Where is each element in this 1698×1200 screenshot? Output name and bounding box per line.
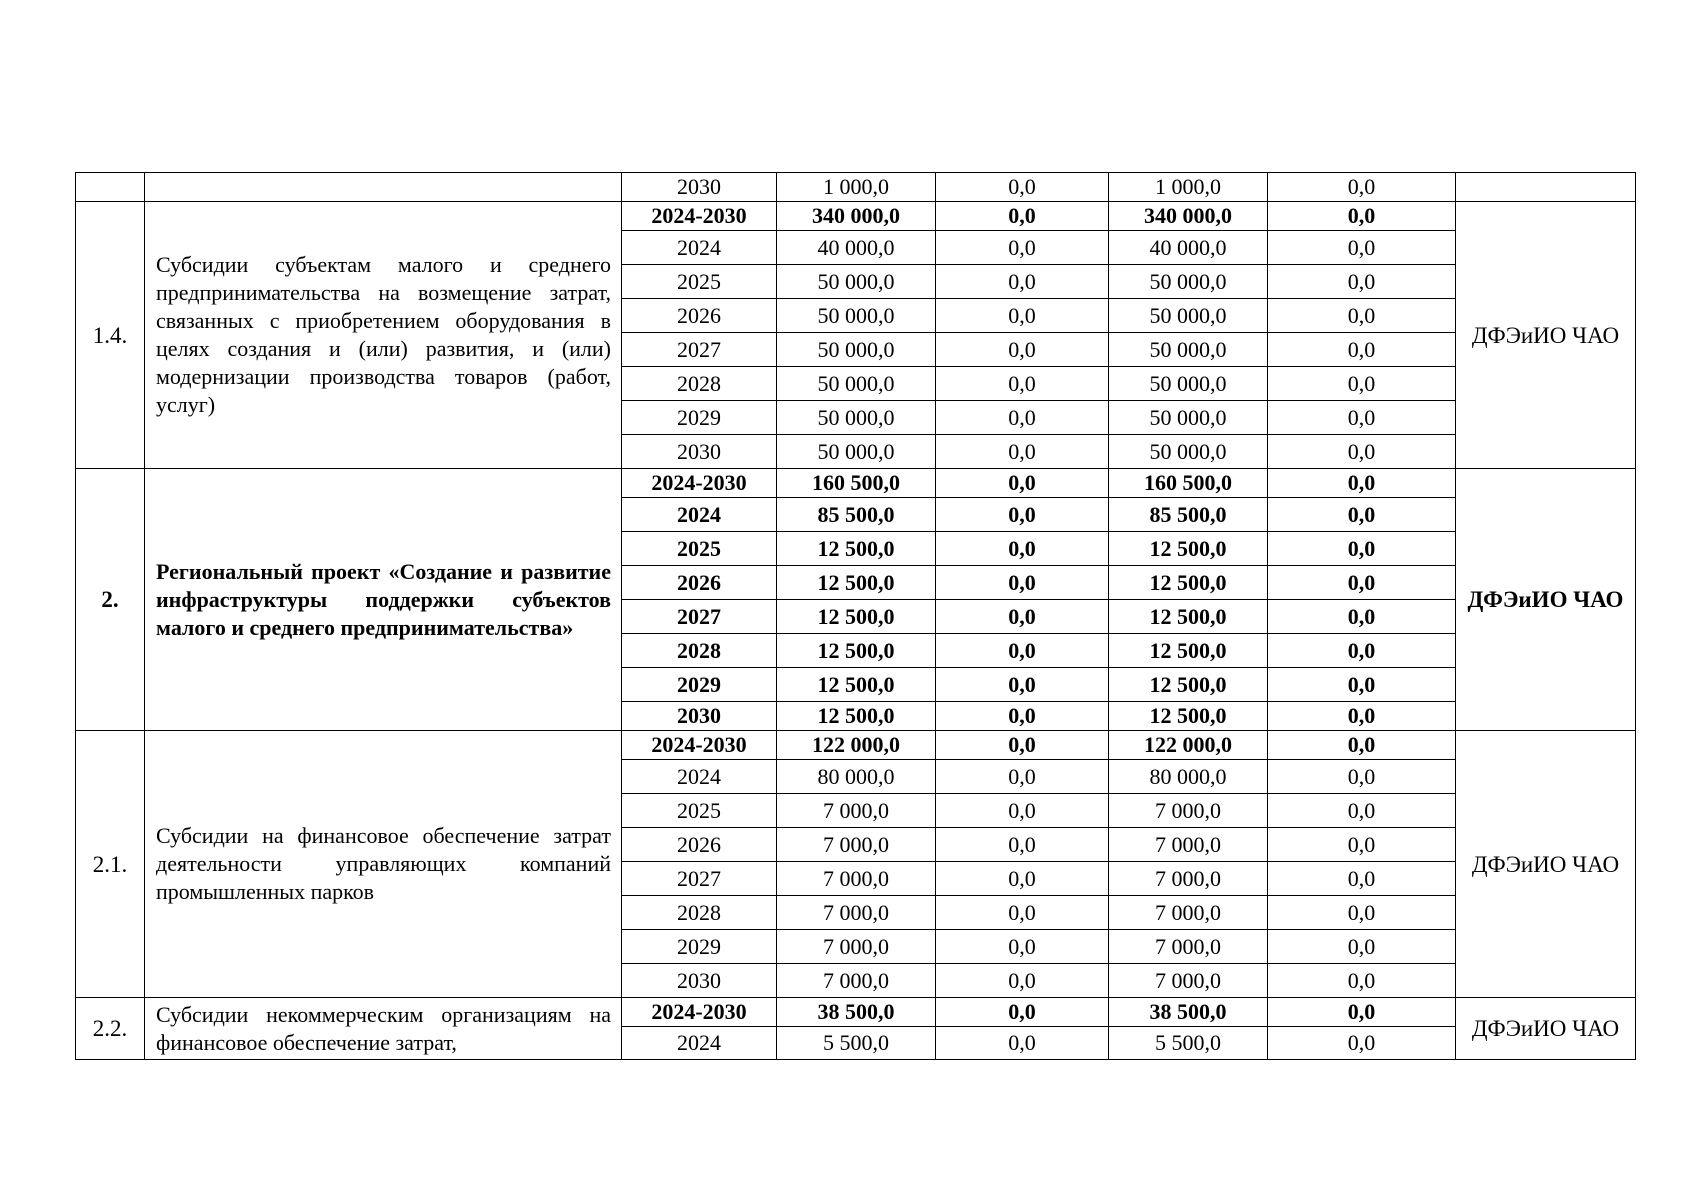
value-cell-3: 1 000,0	[1109, 173, 1268, 202]
value-cell-4: 0,0	[1268, 1027, 1456, 1060]
value-cell-4: 0,0	[1268, 469, 1456, 498]
value-cell-4: 0,0	[1268, 532, 1456, 566]
executor-cell-empty	[1456, 173, 1636, 202]
table-body	[76, 173, 1636, 1060]
total-cell: 50 000,0	[777, 333, 936, 367]
value-cell-3: 7 000,0	[1109, 794, 1268, 828]
year-cell: 2024-2030	[622, 469, 777, 498]
value-cell-2: 0,0	[936, 469, 1109, 498]
value-cell-2: 0,0	[936, 731, 1109, 760]
year-cell: 2027	[622, 862, 777, 896]
value-cell-3: 5 500,0	[1109, 1027, 1268, 1060]
executor-cell: ДФЭиИО ЧАО	[1456, 202, 1636, 469]
total-cell: 7 000,0	[777, 896, 936, 930]
continuation-row	[76, 173, 1636, 202]
value-cell-2: 0,0	[936, 828, 1109, 862]
year-cell: 2025	[622, 265, 777, 299]
value-cell-2: 0,0	[936, 600, 1109, 634]
value-cell-3: 40 000,0	[1109, 231, 1268, 265]
value-cell-3: 340 000,0	[1109, 202, 1268, 231]
total-cell: 122 000,0	[777, 731, 936, 760]
item-name: Региональный проект «Создание и развитие инфраструктуры поддержки субъектов малого и среднего предпринимательства»	[145, 469, 622, 731]
year-cell: 2028	[622, 634, 777, 668]
value-cell-2: 0,0	[936, 231, 1109, 265]
total-cell: 5 500,0	[777, 1027, 936, 1060]
item-number: 2.	[76, 469, 145, 731]
value-cell-2: 0,0	[936, 1027, 1109, 1060]
value-cell-2: 0,0	[936, 333, 1109, 367]
executor-cell: ДФЭиИО ЧАО	[1456, 469, 1636, 731]
year-cell: 2030	[622, 964, 777, 998]
value-cell-4: 0,0	[1268, 828, 1456, 862]
year-cell: 2024-2030	[622, 202, 777, 231]
table-row	[76, 202, 1636, 231]
year-cell: 2026	[622, 299, 777, 333]
value-cell-2: 0,0	[936, 634, 1109, 668]
value-cell-3: 50 000,0	[1109, 367, 1268, 401]
value-cell-2: 0,0	[936, 173, 1109, 202]
value-cell-4: 0,0	[1268, 794, 1456, 828]
year-cell: 2025	[622, 794, 777, 828]
table-row	[76, 469, 1636, 498]
year-cell: 2029	[622, 668, 777, 702]
value-cell-4: 0,0	[1268, 896, 1456, 930]
total-cell: 12 500,0	[777, 702, 936, 731]
value-cell-2: 0,0	[936, 896, 1109, 930]
value-cell-4: 0,0	[1268, 173, 1456, 202]
value-cell-2: 0,0	[936, 998, 1109, 1027]
year-cell: 2030	[622, 702, 777, 731]
value-cell-3: 160 500,0	[1109, 469, 1268, 498]
total-cell: 12 500,0	[777, 668, 936, 702]
total-cell: 85 500,0	[777, 498, 936, 532]
value-cell-3: 50 000,0	[1109, 299, 1268, 333]
year-cell: 2024-2030	[622, 998, 777, 1027]
value-cell-4: 0,0	[1268, 566, 1456, 600]
total-cell: 160 500,0	[777, 469, 936, 498]
value-cell-2: 0,0	[936, 964, 1109, 998]
year-cell: 2025	[622, 532, 777, 566]
year-cell: 2026	[622, 566, 777, 600]
item-name: Субсидии на финансовое обеспечение затрат деятельности управляющих компаний промышленных парков	[145, 731, 622, 998]
total-cell: 50 000,0	[777, 299, 936, 333]
table-row	[76, 731, 1636, 760]
total-cell: 340 000,0	[777, 202, 936, 231]
value-cell-4: 0,0	[1268, 265, 1456, 299]
value-cell-2: 0,0	[936, 435, 1109, 469]
total-cell: 7 000,0	[777, 964, 936, 998]
value-cell-3: 50 000,0	[1109, 265, 1268, 299]
value-cell-3: 7 000,0	[1109, 964, 1268, 998]
total-cell: 7 000,0	[777, 828, 936, 862]
value-cell-2: 0,0	[936, 299, 1109, 333]
total-cell: 50 000,0	[777, 265, 936, 299]
year-cell: 2028	[622, 896, 777, 930]
year-cell: 2029	[622, 401, 777, 435]
value-cell-2: 0,0	[936, 702, 1109, 731]
value-cell-3: 7 000,0	[1109, 862, 1268, 896]
total-cell: 7 000,0	[777, 930, 936, 964]
total-cell: 50 000,0	[777, 367, 936, 401]
year-cell: 2026	[622, 828, 777, 862]
value-cell-3: 38 500,0	[1109, 998, 1268, 1027]
value-cell-3: 12 500,0	[1109, 668, 1268, 702]
value-cell-4: 0,0	[1268, 964, 1456, 998]
value-cell-3: 12 500,0	[1109, 600, 1268, 634]
total-cell: 12 500,0	[777, 566, 936, 600]
year-cell: 2024	[622, 231, 777, 265]
value-cell-2: 0,0	[936, 794, 1109, 828]
value-cell-4: 0,0	[1268, 333, 1456, 367]
value-cell-2: 0,0	[936, 265, 1109, 299]
total-cell: 7 000,0	[777, 862, 936, 896]
value-cell-4: 0,0	[1268, 498, 1456, 532]
value-cell-4: 0,0	[1268, 634, 1456, 668]
value-cell-3: 7 000,0	[1109, 896, 1268, 930]
total-cell: 7 000,0	[777, 794, 936, 828]
value-cell-4: 0,0	[1268, 668, 1456, 702]
value-cell-3: 12 500,0	[1109, 566, 1268, 600]
value-cell-3: 7 000,0	[1109, 930, 1268, 964]
value-cell-4: 0,0	[1268, 231, 1456, 265]
value-cell-3: 12 500,0	[1109, 702, 1268, 731]
table-row	[76, 998, 1636, 1027]
value-cell-3: 12 500,0	[1109, 634, 1268, 668]
value-cell-2: 0,0	[936, 760, 1109, 794]
total-cell: 40 000,0	[777, 231, 936, 265]
value-cell-3: 122 000,0	[1109, 731, 1268, 760]
year-cell: 2030	[622, 435, 777, 469]
year-cell: 2029	[622, 930, 777, 964]
value-cell-4: 0,0	[1268, 998, 1456, 1027]
value-cell-4: 0,0	[1268, 299, 1456, 333]
value-cell-2: 0,0	[936, 862, 1109, 896]
year-cell: 2030	[622, 173, 777, 202]
year-cell: 2024	[622, 760, 777, 794]
value-cell-3: 50 000,0	[1109, 333, 1268, 367]
value-cell-4: 0,0	[1268, 731, 1456, 760]
value-cell-4: 0,0	[1268, 862, 1456, 896]
item-number: 2.2.	[76, 998, 145, 1060]
year-cell: 2024-2030	[622, 731, 777, 760]
value-cell-4: 0,0	[1268, 401, 1456, 435]
total-cell: 1 000,0	[777, 173, 936, 202]
year-cell: 2028	[622, 367, 777, 401]
total-cell: 38 500,0	[777, 998, 936, 1027]
year-cell: 2027	[622, 333, 777, 367]
value-cell-2: 0,0	[936, 668, 1109, 702]
value-cell-4: 0,0	[1268, 760, 1456, 794]
value-cell-4: 0,0	[1268, 435, 1456, 469]
value-cell-2: 0,0	[936, 930, 1109, 964]
name-cell-empty	[145, 173, 622, 202]
value-cell-2: 0,0	[936, 401, 1109, 435]
budget-table	[75, 172, 1636, 1060]
item-number: 1.4.	[76, 202, 145, 469]
total-cell: 50 000,0	[777, 435, 936, 469]
year-cell: 2024	[622, 498, 777, 532]
value-cell-3: 80 000,0	[1109, 760, 1268, 794]
executor-cell: ДФЭиИО ЧАО	[1456, 998, 1636, 1060]
value-cell-4: 0,0	[1268, 600, 1456, 634]
value-cell-3: 85 500,0	[1109, 498, 1268, 532]
item-name: Субсидии субъектам малого и среднего предпринимательства на возмещение затрат, связанных с приобретением оборудования в целях создания и (или) развития, и (или) модернизации производства товаров (работ, услуг)	[145, 202, 622, 469]
item-name: Субсидии некоммерческим организациям на финансовое обеспечение затрат,	[145, 998, 622, 1060]
total-cell: 12 500,0	[777, 634, 936, 668]
year-cell: 2024	[622, 1027, 777, 1060]
total-cell: 80 000,0	[777, 760, 936, 794]
total-cell: 50 000,0	[777, 401, 936, 435]
value-cell-2: 0,0	[936, 532, 1109, 566]
value-cell-4: 0,0	[1268, 930, 1456, 964]
value-cell-4: 0,0	[1268, 702, 1456, 731]
value-cell-3: 7 000,0	[1109, 828, 1268, 862]
value-cell-4: 0,0	[1268, 367, 1456, 401]
value-cell-3: 50 000,0	[1109, 401, 1268, 435]
value-cell-2: 0,0	[936, 202, 1109, 231]
total-cell: 12 500,0	[777, 532, 936, 566]
value-cell-2: 0,0	[936, 566, 1109, 600]
value-cell-2: 0,0	[936, 367, 1109, 401]
executor-cell: ДФЭиИО ЧАО	[1456, 731, 1636, 998]
value-cell-4: 0,0	[1268, 202, 1456, 231]
value-cell-3: 50 000,0	[1109, 435, 1268, 469]
year-cell: 2027	[622, 600, 777, 634]
item-number: 2.1.	[76, 731, 145, 998]
total-cell: 12 500,0	[777, 600, 936, 634]
number-cell-empty	[76, 173, 145, 202]
value-cell-2: 0,0	[936, 498, 1109, 532]
value-cell-3: 12 500,0	[1109, 532, 1268, 566]
